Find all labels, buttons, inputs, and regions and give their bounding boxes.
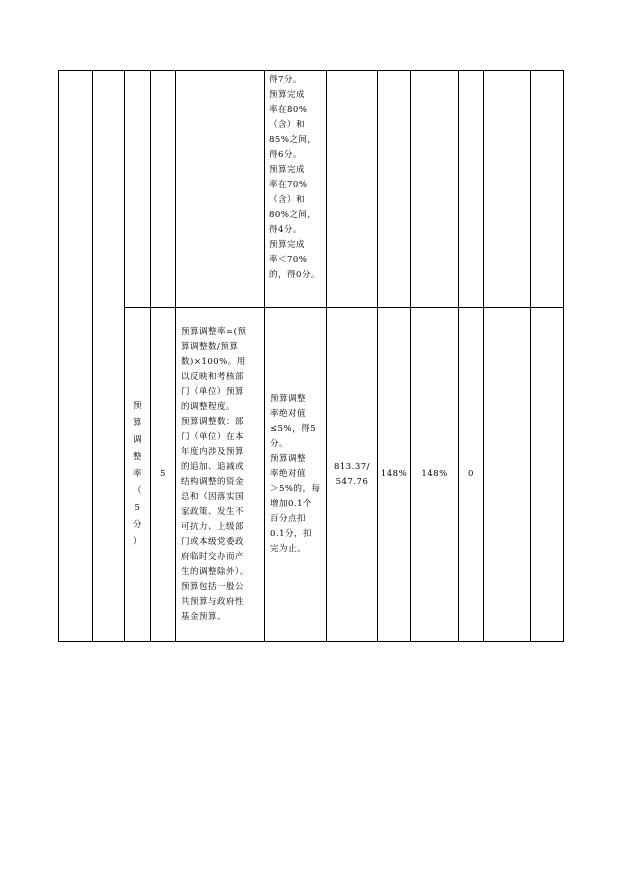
extra-cell	[484, 308, 531, 642]
scoring-standard-cell: 得7分。 预算完成 率在80% （含）和 85%之间， 得6分。 预算完成 率在70% （含）和 80%之间， 得4分。 预算完成 率＜70% 的，得0分。	[265, 71, 327, 308]
description-cell	[176, 71, 265, 308]
performance-evaluation-table	[58, 70, 564, 642]
weight-cell	[151, 71, 176, 308]
score-cell	[459, 71, 484, 308]
extra-cell	[531, 308, 564, 642]
table-row	[59, 308, 564, 642]
target-cell	[378, 71, 411, 308]
actual-cell	[411, 71, 459, 308]
value-cell	[327, 71, 378, 308]
value-cell: 813.37/ 547.76	[327, 308, 378, 642]
level1-indicator-cell	[59, 71, 93, 642]
weight-cell: 5	[151, 308, 176, 642]
level2-indicator-cell	[93, 71, 125, 642]
description-cell: 预算调整率=(预 算调整数/预算 数)×100%。用 以反映和考核部 门（单位）预算 的调整程度。 预算调整数：部 门（单位）在本 年度内涉及预算 的追加、追减或 结构调整的资金 总和（因落实国 家政策、发生不 可抗力、上级部 门或本级党委政 府临时交办而产 生的调整除外）。 预算包括一般公 共预算与政府性 基金预算。	[176, 308, 265, 642]
table-row	[59, 71, 564, 308]
extra-cell	[484, 71, 531, 308]
level3-indicator-cell: 预 算 调 整 率 （ 5 分 ）	[125, 308, 151, 642]
scoring-standard-cell: 预算调整 率绝对值 ≤5%，得5 分。 预算调整 率绝对值 ＞5%的，每 增加0.1个 百分点扣 0.1分，扣 完为止。	[265, 308, 327, 642]
actual-cell: 148%	[411, 308, 459, 642]
extra-cell	[531, 71, 564, 308]
target-cell: 148%	[378, 308, 411, 642]
score-cell: 0	[459, 308, 484, 642]
level3-indicator-cell	[125, 71, 151, 308]
